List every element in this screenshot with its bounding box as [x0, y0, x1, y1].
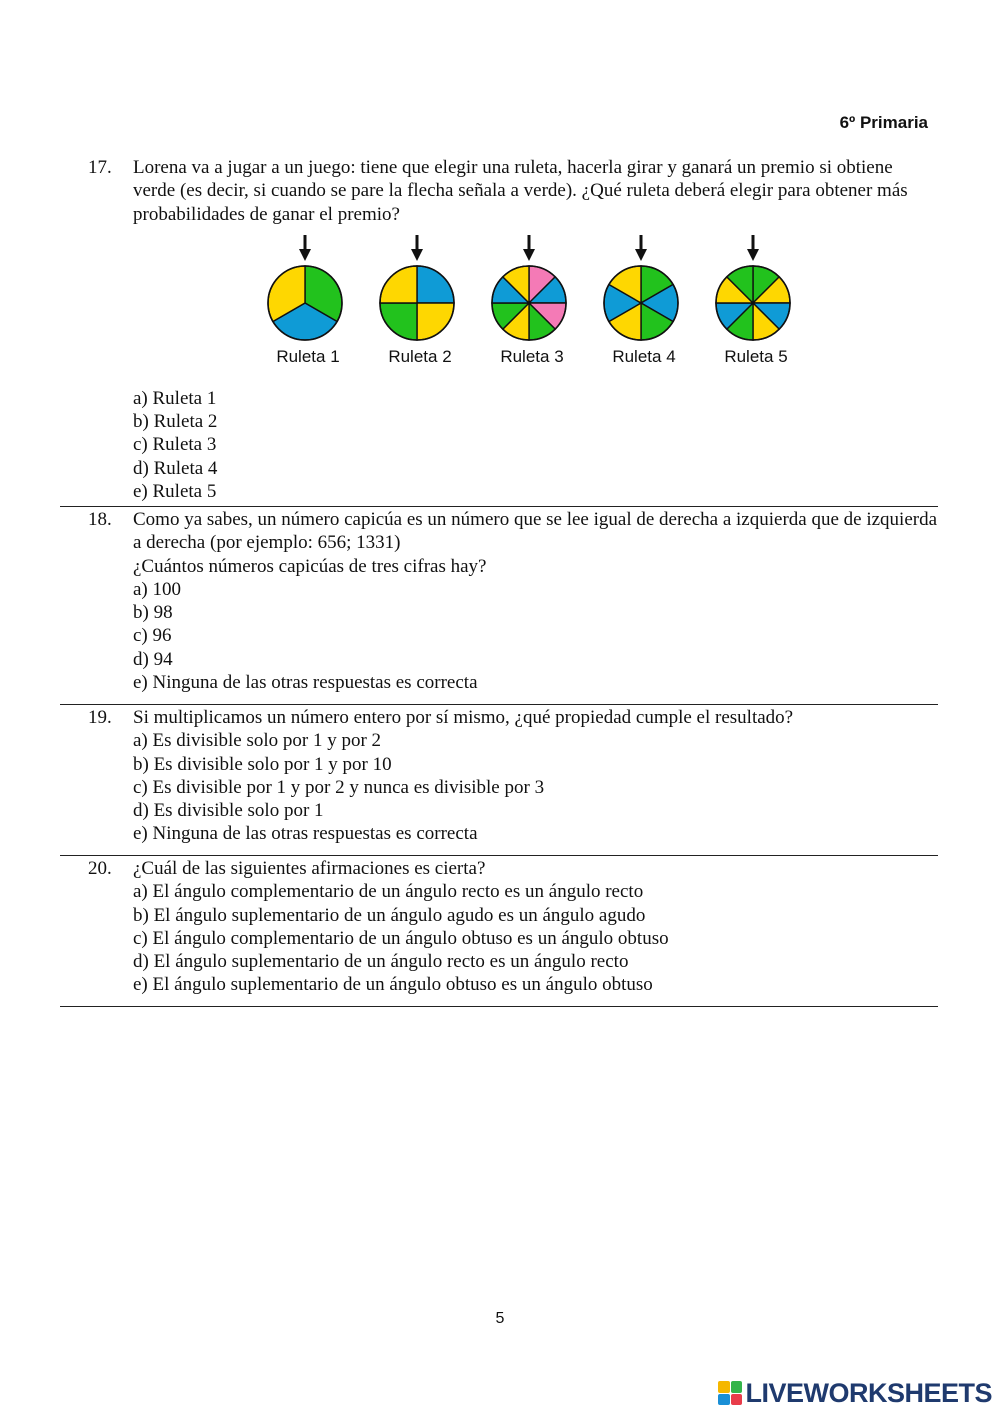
answer-options [133, 387, 938, 503]
option-c[interactable]: c) 96 [133, 625, 172, 647]
option-a[interactable]: a) Ruleta 1 [133, 387, 217, 409]
brand-logo [718, 1378, 992, 1408]
divider [60, 506, 938, 507]
option-d[interactable]: d) Es divisible solo por 1 [133, 800, 324, 822]
page-number: 5 [495, 1310, 505, 1327]
arrow-head [411, 249, 423, 261]
roulette-1 [258, 233, 358, 373]
question-number: 19. [88, 707, 112, 728]
option-c[interactable]: c) Ruleta 3 [133, 434, 217, 456]
arrow-head [299, 249, 311, 261]
grade-label: 6º Primaria [839, 113, 928, 132]
divider [60, 1006, 938, 1007]
option-b[interactable]: b) Es divisible solo por 1 y por 10 [133, 753, 392, 775]
question-18 [88, 508, 938, 694]
roulette-wheel [370, 233, 470, 345]
roulette-4 [594, 233, 694, 373]
option-b[interactable]: b) El ángulo suplementario de un ángulo agudo es un ángulo agudo [133, 904, 646, 926]
wheel-sectors [604, 266, 678, 340]
divider [60, 704, 938, 705]
roulette-wheel [706, 233, 806, 345]
arrow-icon [747, 235, 759, 261]
arrow-icon [411, 235, 423, 261]
option-b[interactable]: b) Ruleta 2 [133, 411, 218, 433]
brand-name: LIVEWORKSHEETS [745, 1377, 992, 1408]
option-d[interactable]: d) 94 [133, 648, 173, 670]
arrow-icon [523, 235, 535, 261]
divider [60, 855, 938, 856]
question-20 [88, 857, 938, 997]
option-e[interactable]: e) El ángulo suplementario de un ángulo obtuso es un ángulo obtuso [133, 974, 653, 996]
question-text: Como ya sabes, un número capicúa es un número que se lee igual de derecha a izquierda que de izquierda a derecha (por ejemplo: 656; 1331) [133, 509, 938, 554]
roulette-5 [706, 233, 806, 373]
wheel-sectors [492, 266, 566, 340]
question-19 [88, 706, 938, 846]
option-e[interactable]: e) Ninguna de las otras respuestas es correcta [133, 672, 478, 694]
option-c[interactable]: c) El ángulo complementario de un ángulo obtuso es un ángulo obtuso [133, 927, 669, 949]
question-text: ¿Cuál de las siguientes afirmaciones es cierta? [133, 858, 486, 879]
roulette-label: Ruleta 5 [724, 347, 788, 366]
option-c[interactable]: c) Es divisible por 1 y por 2 y nunca es divisible por 3 [133, 776, 545, 798]
option-d[interactable]: d) Ruleta 4 [133, 457, 218, 479]
wheel-sectors [268, 266, 342, 340]
roulette-3 [482, 233, 582, 373]
roulette-label: Ruleta 2 [388, 347, 452, 366]
option-a[interactable]: a) Es divisible solo por 1 y por 2 [133, 730, 382, 752]
question-text: Lorena va a jugar a un juego: tiene que elegir una ruleta, hacerla girar y ganará un premio si obtiene verde (es decir, si cuando se pare la flecha señala a verde). ¿Qué ruleta deberá elegir para obtener más probabilidades de ganar el premio? [133, 157, 908, 225]
arrow-head [635, 249, 647, 261]
option-a[interactable]: a) El ángulo complementario de un ángulo recto es un ángulo recto [133, 881, 644, 903]
brand-grid-icon [718, 1381, 742, 1405]
question-subtext: ¿Cuántos números capicúas de tres cifras hay? [133, 555, 487, 577]
option-d[interactable]: d) El ángulo suplementario de un ángulo recto es un ángulo recto [133, 951, 629, 973]
roulettes-figure [258, 233, 818, 373]
roulette-wheel [258, 233, 358, 345]
roulette-wheel [482, 233, 582, 345]
roulette-wheel [594, 233, 694, 345]
roulette-2 [370, 233, 470, 373]
answer-options [133, 578, 938, 694]
option-a[interactable]: a) 100 [133, 578, 182, 600]
answer-options [133, 880, 938, 996]
wheel-sectors [716, 266, 790, 340]
answer-options [133, 729, 938, 845]
arrow-icon [299, 235, 311, 261]
question-number: 20. [88, 858, 112, 879]
option-e[interactable]: e) Ruleta 5 [133, 481, 217, 503]
arrow-head [523, 249, 535, 261]
question-text: Si multiplicamos un número entero por sí mismo, ¿qué propiedad cumple el resultado? [133, 707, 794, 728]
question-number: 18. [88, 509, 112, 530]
question-number: 17. [88, 157, 112, 178]
arrow-head [747, 249, 759, 261]
roulette-label: Ruleta 1 [276, 347, 340, 366]
wheel-sectors [380, 266, 454, 340]
arrow-icon [635, 235, 647, 261]
roulette-label: Ruleta 3 [500, 347, 564, 366]
option-b[interactable]: b) 98 [133, 602, 173, 624]
roulette-label: Ruleta 4 [612, 347, 676, 366]
option-e[interactable]: e) Ninguna de las otras respuestas es correcta [133, 823, 478, 845]
